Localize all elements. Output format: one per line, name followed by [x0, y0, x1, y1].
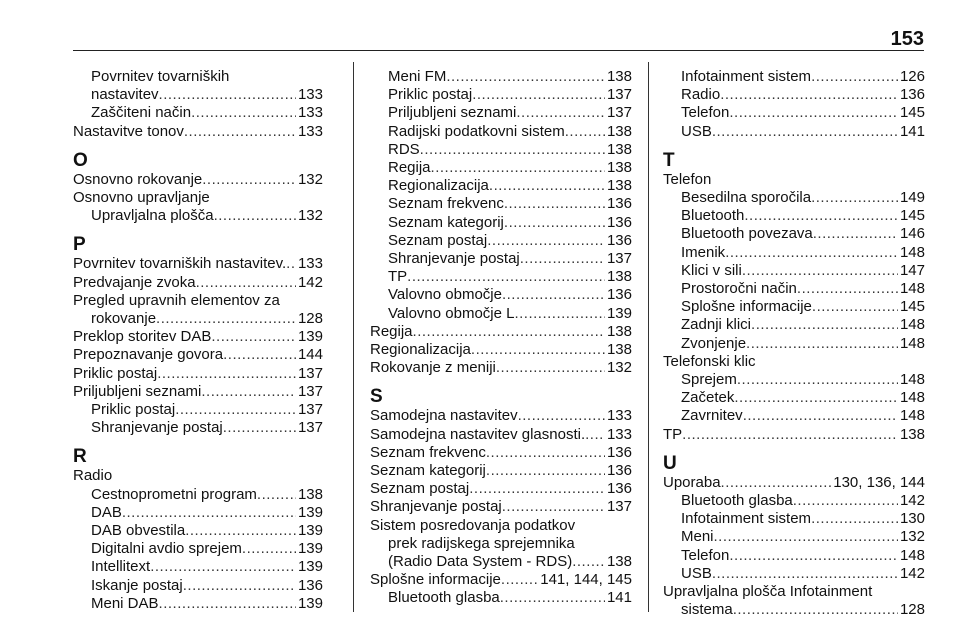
index-entry[interactable]: Prepoznavanje govora ..... 144: [73, 346, 323, 364]
index-entry[interactable]: Valovno območje ..... 136: [370, 286, 632, 304]
index-entry[interactable]: Samodejna nastavitev glasnosti. ..... 133: [370, 426, 632, 444]
index-column-2: [370, 68, 632, 608]
index-entry[interactable]: Shranjevanje postaj ..... 137: [370, 498, 632, 516]
section-letter: T: [663, 149, 675, 171]
index-entry[interactable]: Shranjevanje postaj ..... 137: [73, 419, 323, 437]
index-entry[interactable]: Bluetooth povezava ..... 146: [663, 225, 925, 243]
index-entry[interactable]: Bluetooth glasba ..... 141: [370, 589, 632, 607]
index-entry[interactable]: Uporaba ..... 130, 136, 144: [663, 474, 925, 492]
index-entry[interactable]: Zvonjenje ..... 148: [663, 335, 925, 353]
index-entry[interactable]: Meni ..... 132: [663, 528, 925, 546]
index-entry[interactable]: Meni DAB ..... 139: [73, 595, 323, 613]
index-entry[interactable]: Seznam kategorij ..... 136: [370, 214, 632, 232]
index-entry: Sistem posredovanja podatkov: [370, 516, 576, 534]
index-entry[interactable]: USB ..... 141: [663, 123, 925, 141]
index-entry[interactable]: Regija ..... 138: [370, 159, 632, 177]
index-entry[interactable]: Priklic postaj ..... 137: [73, 401, 323, 419]
section-letter: U: [663, 452, 677, 474]
index-entry[interactable]: Besedilna sporočila ..... 149: [663, 189, 925, 207]
index-entry[interactable]: Regija ..... 138: [370, 323, 632, 341]
index-entry[interactable]: RDS ..... 138: [370, 141, 632, 159]
index-entry[interactable]: Shranjevanje postaj ..... 137: [370, 250, 632, 268]
column-divider: [353, 62, 354, 612]
index-entry[interactable]: Imenik ..... 148: [663, 244, 925, 262]
header-rule: [73, 50, 924, 51]
index-entry[interactable]: Splošne informacije ..... 141, 144, 145: [370, 571, 632, 589]
index-entry[interactable]: Bluetooth ..... 145: [663, 207, 925, 225]
column-divider: [648, 62, 649, 612]
index-entry: prek radijskega sprejemnika: [388, 534, 575, 552]
index-entry[interactable]: Splošne informacije ..... 145: [663, 298, 925, 316]
index-entry: Telefonski klic: [663, 352, 756, 370]
index-entry[interactable]: Priljubljeni seznami ..... 137: [370, 104, 632, 122]
index-entry: Povrnitev tovarniških: [91, 68, 230, 85]
index-entry[interactable]: Priklic postaj ..... 137: [73, 365, 323, 383]
index-entry[interactable]: Regionalizacija ..... 138: [370, 341, 632, 359]
index-entry: Osnovno upravljanje: [73, 189, 210, 207]
index-entry[interactable]: Zaščiteni način ..... 133: [73, 104, 323, 122]
index-entry[interactable]: Telefon ..... 145: [663, 104, 925, 122]
page-number: 153: [890, 28, 924, 50]
index-entry[interactable]: sistema ..... 128: [663, 601, 925, 619]
index-entry[interactable]: DAB ..... 139: [73, 504, 323, 522]
index-entry[interactable]: Zadnji klici ..... 148: [663, 316, 925, 334]
index-entry[interactable]: Telefon ..... 148: [663, 547, 925, 565]
index-entry[interactable]: Seznam frekvenc ..... 136: [370, 195, 632, 213]
index-entry[interactable]: Povrnitev tovarniških nastavitev. ..... 133: [73, 255, 323, 273]
index-entry[interactable]: rokovanje ..... 128: [73, 310, 323, 328]
index-entry[interactable]: Regionalizacija ..... 138: [370, 177, 632, 195]
index-entry[interactable]: Infotainment sistem ..... 130: [663, 510, 925, 528]
index-entry[interactable]: (Radio Data System - RDS) ..... 138: [370, 553, 632, 571]
index-entry[interactable]: Sprejem ..... 148: [663, 371, 925, 389]
section-letter: P: [73, 234, 86, 256]
index-entry[interactable]: Osnovno rokovanje ..... 132: [73, 171, 323, 189]
index-entry[interactable]: Priklic postaj ..... 137: [370, 86, 632, 104]
index-entry: Pregled upravnih elementov za: [73, 291, 280, 309]
index-entry[interactable]: Infotainment sistem ..... 126: [663, 68, 925, 86]
index-entry: Radio: [73, 467, 113, 485]
index-entry[interactable]: USB ..... 142: [663, 565, 925, 583]
index-entry[interactable]: Valovno območje L ..... 139: [370, 305, 632, 323]
index-entry[interactable]: Priljubljeni seznami ..... 137: [73, 383, 323, 401]
index-entry[interactable]: Digitalni avdio sprejem ..... 139: [73, 540, 323, 558]
index-entry[interactable]: Rokovanje z meniji ..... 132: [370, 359, 632, 377]
index-entry[interactable]: Seznam postaj ..... 136: [370, 480, 632, 498]
index-column-1: [73, 68, 323, 613]
index-entry[interactable]: Nastavitve tonov ..... 133: [73, 123, 323, 141]
index-entry[interactable]: Začetek ..... 148: [663, 389, 925, 407]
index-entry[interactable]: Upravljalna plošča ..... 132: [73, 207, 323, 225]
section-letter: R: [73, 446, 87, 468]
index-entry[interactable]: Samodejna nastavitev ..... 133: [370, 407, 632, 425]
index-entry[interactable]: Bluetooth glasba ..... 142: [663, 492, 925, 510]
section-letter: O: [73, 149, 88, 171]
index-entry[interactable]: Radijski podatkovni sistem ..... 138: [370, 123, 632, 141]
index-entry[interactable]: Radio ..... 136: [663, 86, 925, 104]
section-letter: S: [370, 386, 383, 408]
index-entry[interactable]: Seznam postaj ..... 136: [370, 232, 632, 250]
index-entry[interactable]: TP ..... 138: [370, 268, 632, 286]
index-entry[interactable]: Klici v sili ..... 147: [663, 262, 925, 280]
index-entry[interactable]: Intellitext ..... 139: [73, 558, 323, 576]
index-entry[interactable]: Preklop storitev DAB ..... 139: [73, 328, 323, 346]
index-entry[interactable]: Iskanje postaj ..... 136: [73, 577, 323, 595]
index-entry[interactable]: Zavrnitev ..... 148: [663, 407, 925, 425]
index-column-3: [663, 68, 925, 619]
index-entry[interactable]: TP ..... 138: [663, 426, 925, 444]
index-entry[interactable]: Meni FM ..... 138: [370, 68, 632, 86]
index-entry[interactable]: Cestnoprometni program ..... 138: [73, 486, 323, 504]
index-entry[interactable]: Seznam kategorij ..... 136: [370, 462, 632, 480]
index-entry[interactable]: DAB obvestila ..... 139: [73, 522, 323, 540]
index-entry[interactable]: Seznam frekvenc ..... 136: [370, 444, 632, 462]
index-entry: Telefon: [663, 170, 712, 188]
index-entry[interactable]: Predvajanje zvoka ..... 142: [73, 274, 323, 292]
index-entry: Upravljalna plošča Infotainment: [663, 583, 873, 601]
index-entry[interactable]: Prostoročni način ..... 148: [663, 280, 925, 298]
index-entry[interactable]: nastavitev ..... 133: [73, 86, 323, 104]
